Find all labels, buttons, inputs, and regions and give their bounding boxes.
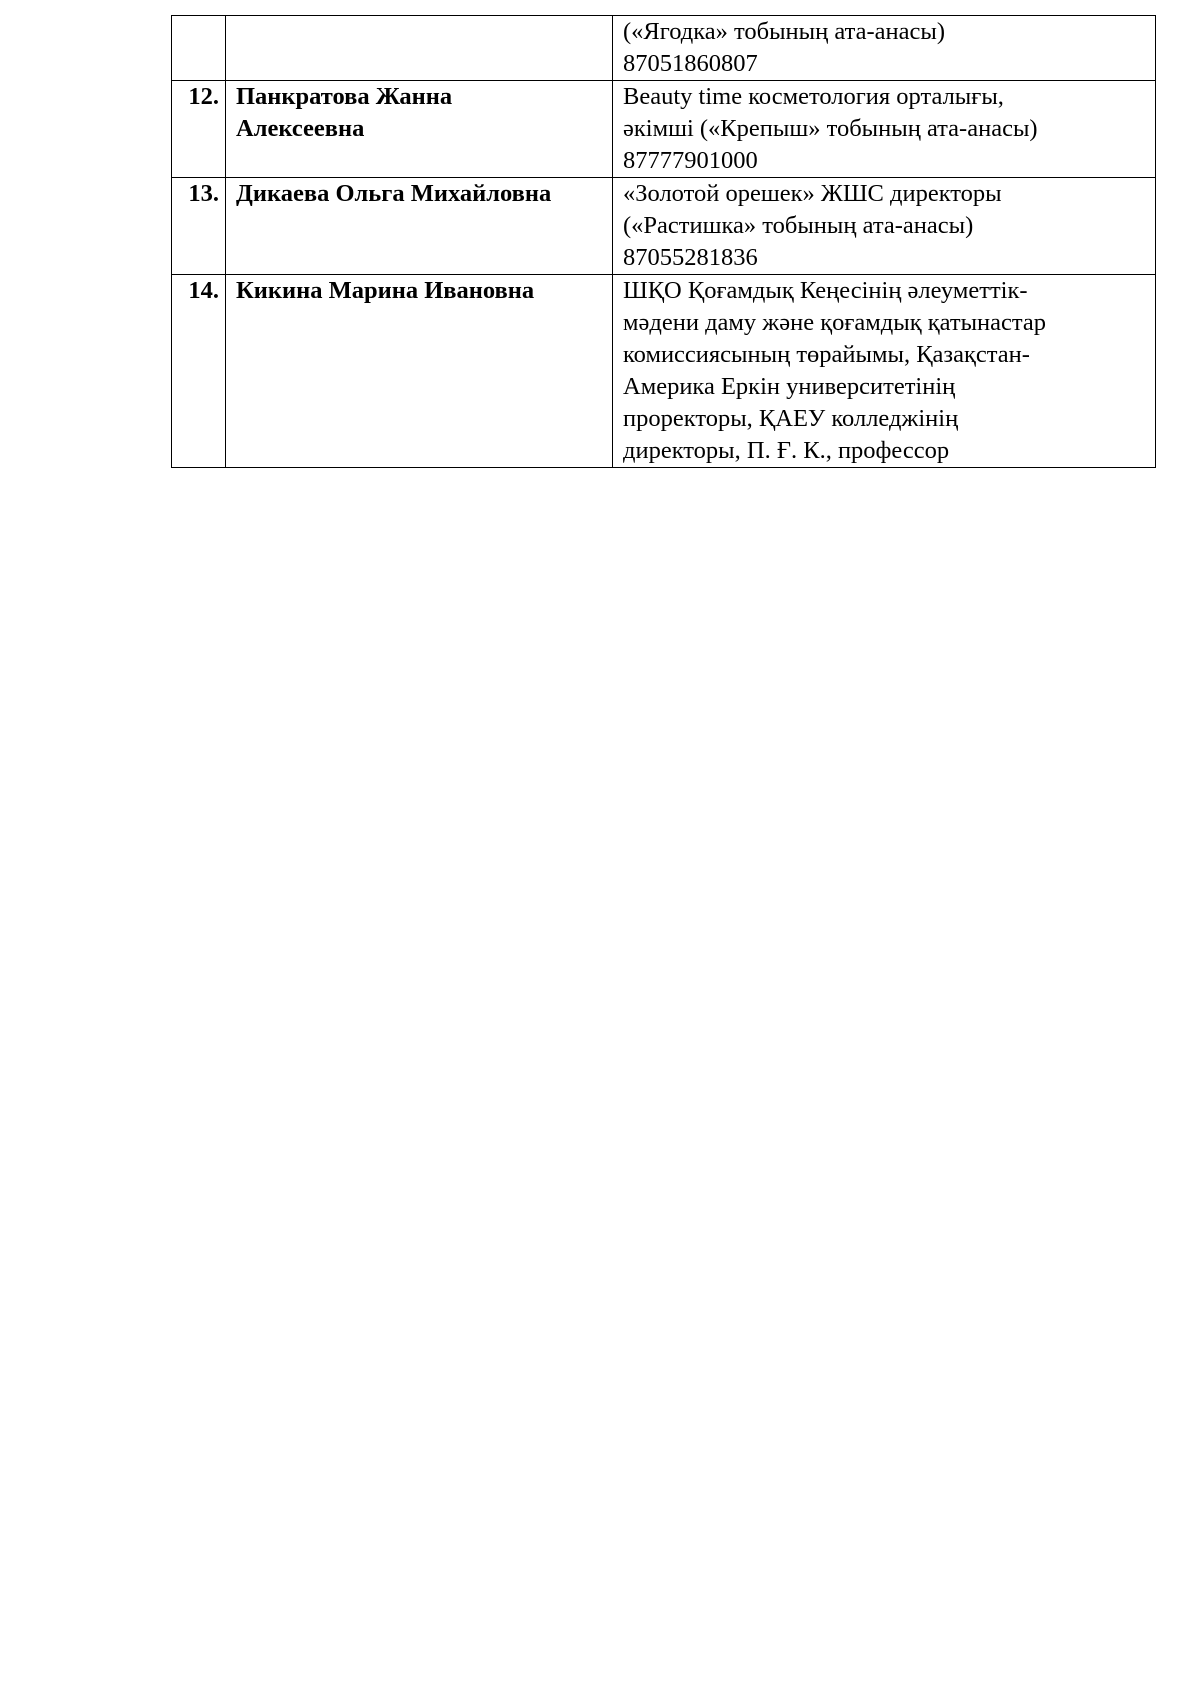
phone-number: 87055281836 bbox=[623, 244, 758, 271]
info-line: («Ягодка» тобының ата-анасы) bbox=[623, 18, 945, 45]
info-line: «Золотой орешек» ЖШС директоры bbox=[623, 180, 1002, 207]
table-row bbox=[172, 178, 1156, 275]
name-line: Кикина Марина Ивановна bbox=[236, 277, 535, 304]
member-info bbox=[613, 16, 1156, 81]
table-row bbox=[172, 16, 1156, 81]
row-number: 14. bbox=[172, 275, 226, 468]
name-line: Панкратова Жанна bbox=[236, 83, 453, 110]
row-number: 13. bbox=[172, 178, 226, 275]
info-line: ШҚО Қоғамдық Кеңесінің әлеуметтік- bbox=[623, 277, 1028, 304]
phone-number: 87051860807 bbox=[623, 50, 758, 77]
table-row bbox=[172, 275, 1156, 468]
info-line: Beauty time косметология орталығы, bbox=[623, 83, 1004, 110]
table-row bbox=[172, 81, 1156, 178]
phone-number: 87777901000 bbox=[623, 147, 758, 174]
info-line: («Растишка» тобының ата-анасы) bbox=[623, 212, 974, 239]
member-name bbox=[226, 275, 613, 468]
info-line: комиссиясының төрайымы, Қазақстан- bbox=[623, 341, 1030, 368]
name-line: Алексеевна bbox=[236, 115, 365, 142]
info-line: директоры, П. Ғ. К., профессор bbox=[623, 437, 950, 464]
member-name bbox=[226, 81, 613, 178]
info-line: әкімші («Крепыш» тобының ата-анасы) bbox=[623, 115, 1038, 142]
member-info bbox=[613, 81, 1156, 178]
info-line: мәдени даму және қоғамдық қатынастар bbox=[623, 309, 1047, 336]
row-number bbox=[172, 16, 226, 81]
member-name bbox=[226, 178, 613, 275]
member-info bbox=[613, 178, 1156, 275]
members-table bbox=[171, 15, 1156, 468]
info-line: проректоры, ҚАЕУ колледжінің bbox=[623, 405, 959, 432]
member-info bbox=[613, 275, 1156, 468]
row-number: 12. bbox=[172, 81, 226, 178]
member-name bbox=[226, 16, 613, 81]
name-line: Дикаева Ольга Михайловна bbox=[236, 180, 552, 207]
info-line: Америка Еркін университетінің bbox=[623, 373, 956, 400]
